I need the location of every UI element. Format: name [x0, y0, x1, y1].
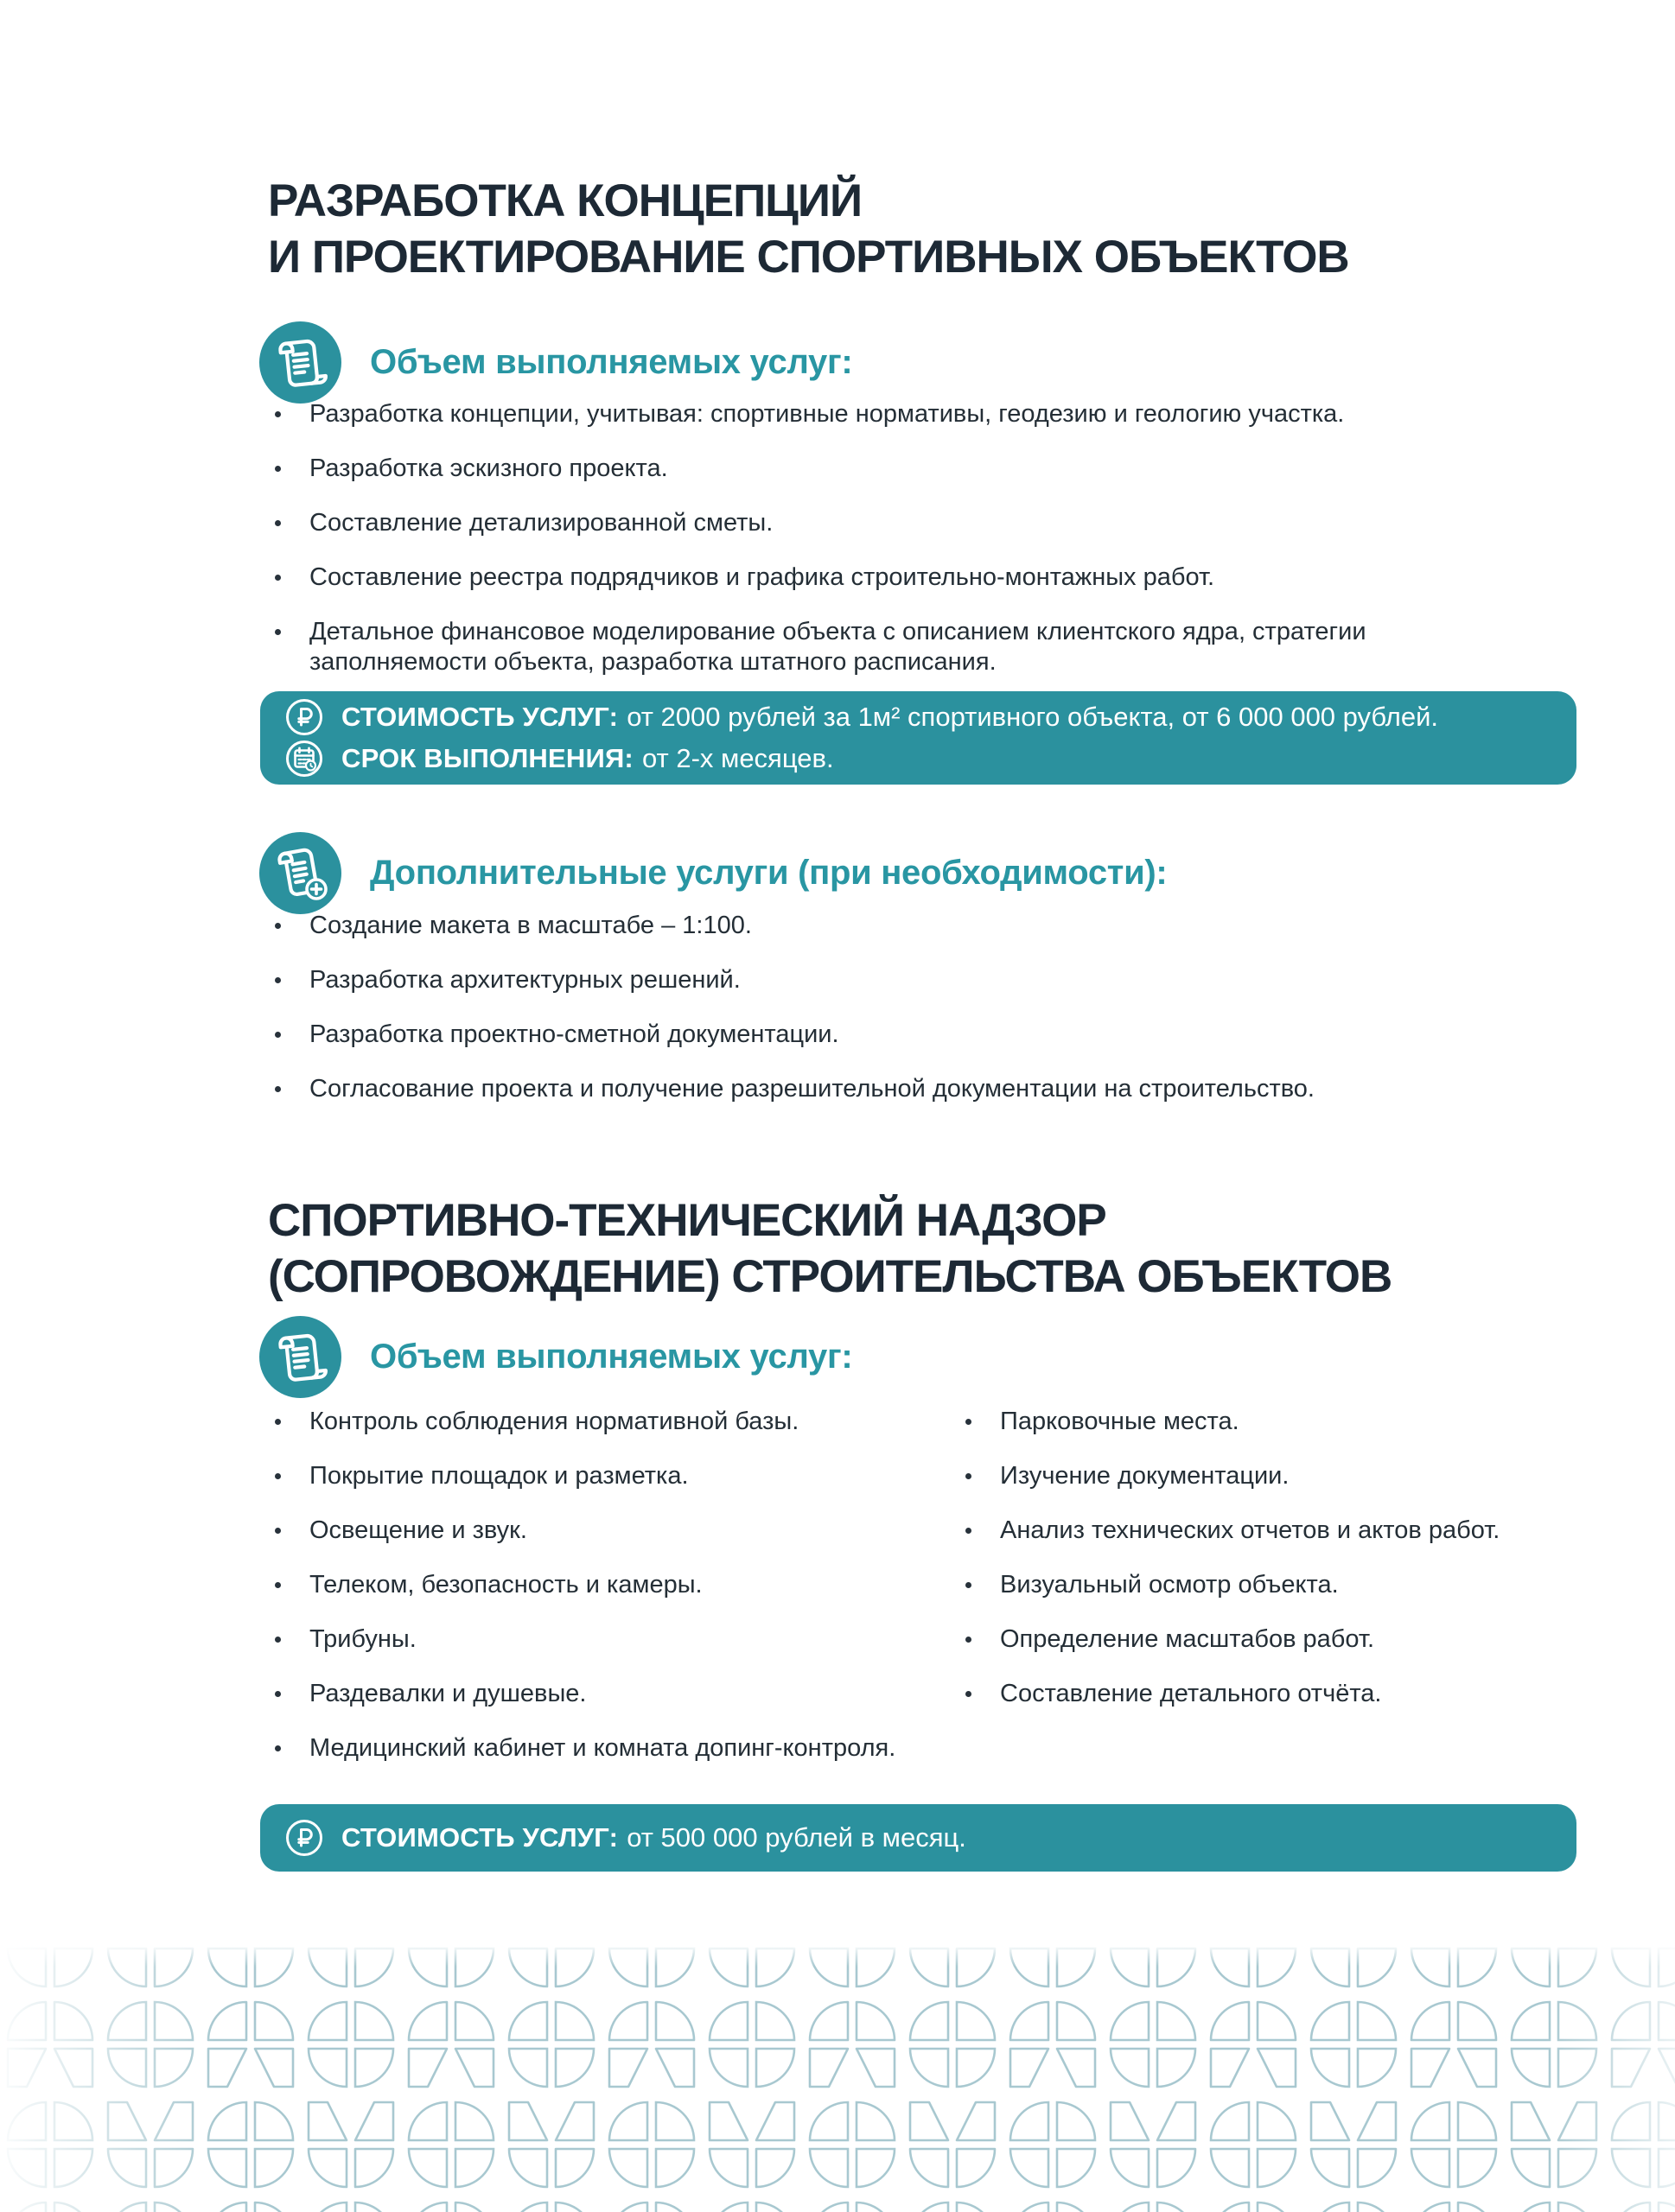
- bullet-dot: [965, 1637, 971, 1643]
- list-item: [275, 911, 1424, 941]
- list-item: [965, 1407, 1553, 1437]
- bullet-dot: [275, 923, 281, 929]
- banner-label: СТОИМОСТЬ УСЛУГ:: [341, 702, 619, 732]
- bullet-dot: [275, 520, 281, 526]
- banner-text: от 2-х месяцев.: [641, 743, 834, 773]
- list-item-text: Согласование проекта и получение разрешительной документации на строительство.: [309, 1075, 1315, 1103]
- bullet-dot: [275, 1473, 281, 1479]
- bullet-dot: [275, 411, 281, 417]
- bullet-dot: [275, 575, 281, 581]
- list-item-text: Трибуны.: [309, 1625, 417, 1653]
- calendar-icon: [284, 739, 324, 779]
- list-item: [275, 1624, 958, 1655]
- banner-text: от 2000 рублей за 1м² спортивного объекта, от 6 000 000 рублей.: [627, 702, 1439, 732]
- list-item: [965, 1516, 1553, 1546]
- banner-row: [284, 1817, 1552, 1859]
- list-item: [965, 1461, 1553, 1491]
- list-item: [275, 965, 1424, 995]
- list-item: [275, 1733, 958, 1764]
- bullet-dot: [275, 977, 281, 983]
- ruble-icon: [284, 1818, 324, 1858]
- pricing-banner-2: [260, 1804, 1576, 1872]
- services-list-2-right: [965, 1407, 1553, 1733]
- list-item-text: Раздевалки и душевые.: [309, 1680, 587, 1707]
- pricing-banner-1: [260, 691, 1576, 785]
- services-list-2-left: [275, 1407, 958, 1788]
- list-item-text: Составление реестра подрядчиков и графика строительно-монтажных работ.: [309, 563, 1215, 591]
- list-item-text: Медицинский кабинет и комната допинг-контроля.: [309, 1734, 896, 1762]
- list-item-text: Составление детального отчёта.: [1000, 1680, 1382, 1707]
- list-item: [965, 1679, 1553, 1709]
- list-item-text: Телеком, безопасность и камеры.: [309, 1571, 703, 1599]
- list-item: [275, 1516, 958, 1546]
- bullet-dot: [275, 1086, 281, 1092]
- section-header-label: Объем выполняемых услуг:: [370, 1338, 853, 1376]
- bullet-dot: [275, 1419, 281, 1425]
- list-item-text: Визуальный осмотр объекта.: [1000, 1571, 1339, 1599]
- section-header-label: Объем выполняемых услуг:: [370, 343, 853, 381]
- bullet-dot: [965, 1419, 971, 1425]
- list-item-text: Разработка эскизного проекта.: [309, 454, 668, 482]
- bullet-dot: [965, 1528, 971, 1534]
- list-item-text: Контроль соблюдения нормативной базы.: [309, 1408, 799, 1435]
- list-item-text: Разработка концепции, учитывая: спортивные нормативы, геодезию и геологию участка.: [309, 400, 1345, 428]
- pattern-fade-top: [0, 1944, 1675, 1967]
- additional-header: [259, 832, 1167, 914]
- banner-row: [284, 696, 1552, 738]
- list-item-text: Создание макета в масштабе – 1:100.: [309, 912, 752, 939]
- list-item-text: Парковочные места.: [1000, 1408, 1239, 1435]
- banner-text: от 500 000 рублей в месяц.: [627, 1822, 966, 1853]
- services-header-2: [259, 1316, 852, 1398]
- bullet-dot: [275, 1032, 281, 1038]
- banner-label: СТОИМОСТЬ УСЛУГ:: [341, 1822, 619, 1853]
- list-item: [275, 1074, 1424, 1104]
- title-line: РАЗРАБОТКА КОНЦЕПЦИЙ: [268, 175, 863, 226]
- title-line: И ПРОЕКТИРОВАНИЕ СПОРТИВНЫХ ОБЪЕКТОВ: [268, 232, 1349, 283]
- bullet-dot: [275, 466, 281, 472]
- list-item: [965, 1570, 1553, 1600]
- bullet-dot: [275, 1582, 281, 1588]
- list-item: [275, 399, 1424, 429]
- list-item-text: Освещение и звук.: [309, 1516, 527, 1544]
- list-item: [275, 1461, 958, 1491]
- list-item: [275, 1407, 958, 1437]
- bullet-dot: [965, 1473, 971, 1479]
- bullet-dot: [275, 1745, 281, 1751]
- list-item: [275, 1570, 958, 1600]
- bullet-dot: [965, 1582, 971, 1588]
- page-title-1: [268, 173, 1349, 285]
- list-item-text: Разработка проектно-сметной документации.: [309, 1020, 839, 1048]
- list-item: [965, 1624, 1553, 1655]
- list-item: [275, 617, 1424, 677]
- bullet-dot: [965, 1691, 971, 1697]
- ruble-icon: [284, 697, 324, 737]
- page-title-2: [268, 1192, 1392, 1305]
- bullet-dot: [275, 1528, 281, 1534]
- banner-row: [284, 738, 1552, 779]
- ruble-icon: [284, 697, 324, 737]
- list-item-text: Составление детализированной сметы.: [309, 509, 774, 537]
- bullet-dot: [275, 629, 281, 635]
- services-header-1: [259, 321, 852, 404]
- bullet-dot: [275, 1637, 281, 1643]
- scroll-plus-icon: [259, 832, 341, 914]
- additional-list: [275, 911, 1424, 1128]
- list-item: [275, 1679, 958, 1709]
- list-item-text: Определение масштабов работ.: [1000, 1625, 1375, 1653]
- banner-label: СРОК ВЫПОЛНЕНИЯ:: [341, 743, 634, 773]
- section-header-label: Дополнительные услуги (при необходимости):: [370, 854, 1168, 892]
- title-line: СПОРТИВНО-ТЕХНИЧЕСКИЙ НАДЗОР: [268, 1195, 1106, 1246]
- bullet-dot: [275, 1691, 281, 1697]
- list-item-text: Покрытие площадок и разметка.: [309, 1462, 689, 1490]
- list-item: [275, 1020, 1424, 1050]
- list-item: [275, 508, 1424, 538]
- calendar-icon: [284, 739, 324, 779]
- list-item: [275, 563, 1424, 593]
- ruble-icon: [284, 1818, 324, 1858]
- scroll-icon: [259, 321, 341, 404]
- services-list-1: [275, 399, 1424, 702]
- list-item-text: Детальное финансовое моделирование объекта с описанием клиентского ядра, стратегии заполняемости объекта, разработка штатного расписания.: [309, 618, 1366, 676]
- title-line: (СОПРОВОЖДЕНИЕ) СТРОИТЕЛЬСТВА ОБЪЕКТОВ: [268, 1251, 1392, 1302]
- list-item: [275, 454, 1424, 484]
- list-item-text: Анализ технических отчетов и актов работ.: [1000, 1516, 1500, 1544]
- footer-pattern: [0, 1944, 1675, 2212]
- scroll-icon: [259, 1316, 341, 1398]
- list-item-text: Разработка архитектурных решений.: [309, 966, 741, 994]
- list-item-text: Изучение документации.: [1000, 1462, 1290, 1490]
- geometric-pattern-svg: [0, 1944, 1675, 2212]
